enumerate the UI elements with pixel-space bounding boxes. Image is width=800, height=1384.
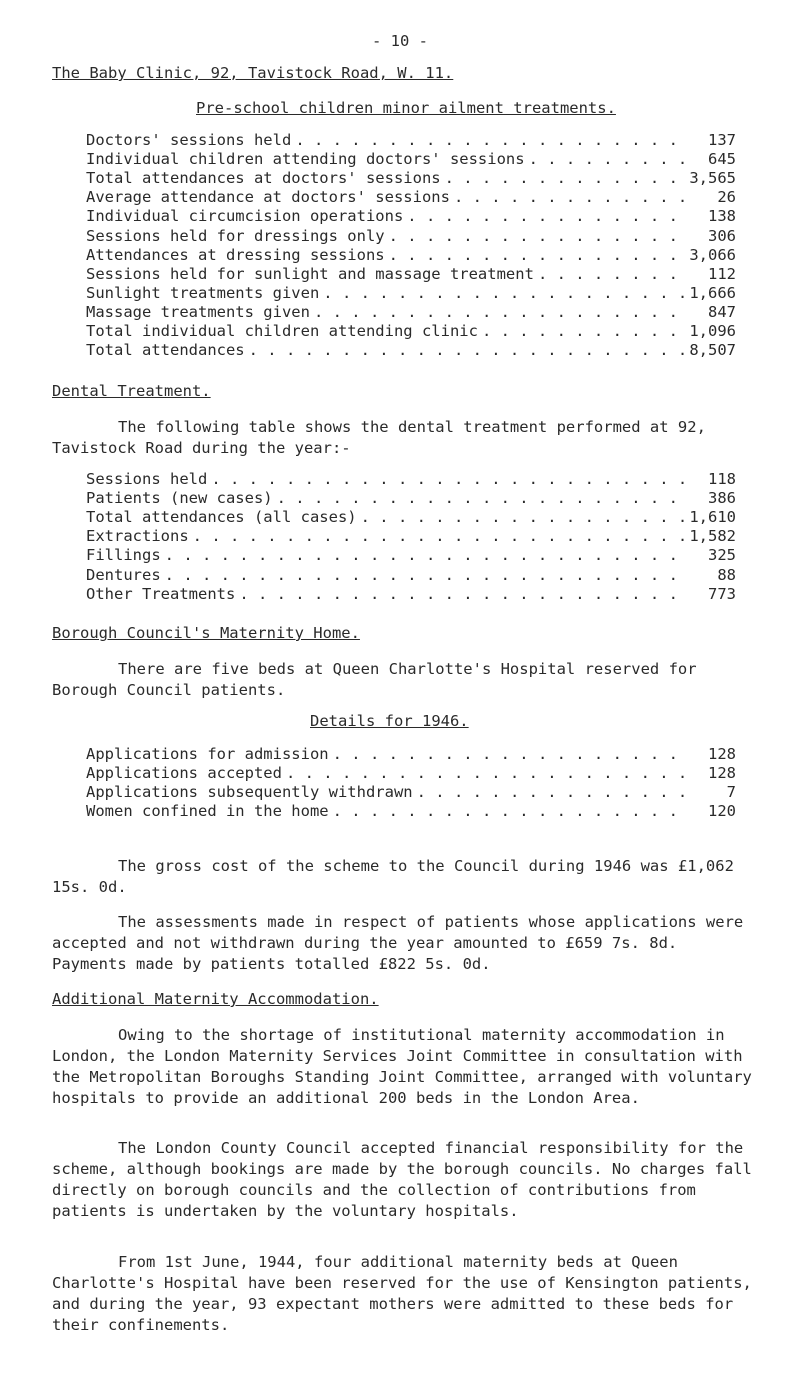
dental-intro: The following table shows the dental treatment performed at 92, Tavistock Road during the year:- bbox=[52, 418, 706, 457]
preschool-label: Individual circumcision operations bbox=[86, 207, 404, 226]
dental-row bbox=[86, 527, 736, 546]
dot-leader bbox=[482, 322, 684, 340]
dental-label: Total attendances (all cases) bbox=[86, 508, 357, 527]
preschool-row bbox=[86, 322, 736, 341]
dental-row bbox=[86, 470, 736, 489]
additional-paragraph-3: From 1st June, 1944, four additional maternity beds at Queen Charlotte's Hospital have been reserved for the use of Kensington patients, and during the year, 93 expectant mothers were admitted to these beds for their confinements. bbox=[52, 1253, 752, 1334]
dental-label: Sessions held bbox=[86, 470, 208, 488]
preschool-row bbox=[86, 303, 736, 322]
preschool-value: 112 bbox=[708, 264, 736, 283]
dental-value: 325 bbox=[708, 546, 736, 565]
preschool-value: 26 bbox=[717, 188, 736, 207]
dot-leader bbox=[407, 207, 684, 225]
dental-row bbox=[86, 566, 736, 585]
preschool-row bbox=[86, 284, 736, 303]
dot-leader bbox=[295, 131, 684, 149]
dental-value: 773 bbox=[708, 584, 736, 603]
dot-leader bbox=[193, 527, 684, 545]
page-number: - 10 - bbox=[372, 32, 428, 50]
maternity-home-intro: There are five beds at Queen Charlotte's Hospital reserved for Borough Council patients. bbox=[52, 660, 697, 699]
preschool-label: Sessions held for sunlight and massage treatment bbox=[86, 264, 534, 283]
maternity-details-value: 128 bbox=[708, 764, 736, 783]
dot-leader bbox=[314, 303, 684, 321]
preschool-row bbox=[86, 265, 736, 284]
preschool-row bbox=[86, 246, 736, 265]
maternity-details-label: Applications subsequently withdrawn bbox=[86, 783, 413, 802]
preschool-value: 138 bbox=[708, 207, 736, 226]
dot-leader bbox=[323, 284, 684, 302]
dot-leader bbox=[454, 188, 684, 206]
preschool-value: 1,666 bbox=[689, 283, 736, 302]
preschool-value: 8,507 bbox=[689, 341, 736, 360]
preschool-row bbox=[86, 169, 736, 188]
preschool-row bbox=[86, 131, 736, 150]
dot-leader bbox=[277, 489, 684, 507]
dental-row bbox=[86, 508, 736, 527]
additional-paragraph-2: The London County Council accepted financial responsibility for the scheme, although bookings are made by the borough councils. No charges fall directly on borough councils and the collection of contributions from patients is undertaken by the voluntary hospitals. bbox=[52, 1139, 752, 1220]
preschool-label: Sunlight treatments given bbox=[86, 283, 320, 302]
preschool-heading: Pre-school children minor ailment treatments. bbox=[196, 99, 616, 117]
preschool-label: Total individual children attending clinic bbox=[86, 322, 478, 340]
dot-leader bbox=[333, 745, 684, 763]
dental-value: 118 bbox=[708, 470, 736, 488]
dot-leader bbox=[165, 546, 684, 564]
dot-leader bbox=[249, 341, 684, 359]
preschool-value: 137 bbox=[708, 131, 736, 149]
maternity-details-row bbox=[86, 764, 736, 783]
dental-label: Fillings bbox=[86, 546, 161, 565]
maternity-details-value: 7 bbox=[726, 783, 736, 802]
preschool-label: Doctors' sessions held bbox=[86, 131, 292, 149]
dot-leader bbox=[417, 783, 684, 801]
maternity-details-label: Applications for admission bbox=[86, 745, 329, 763]
maternity-details-label: Women confined in the home bbox=[86, 802, 329, 821]
dot-leader bbox=[529, 150, 684, 168]
preschool-value: 1,096 bbox=[689, 322, 736, 340]
preschool-row bbox=[86, 227, 736, 246]
dental-row bbox=[86, 546, 736, 565]
dot-leader bbox=[286, 764, 684, 782]
preschool-label: Total attendances at doctors' sessions bbox=[86, 169, 441, 188]
maternity-details-value: 120 bbox=[708, 802, 736, 821]
maternity-details-label: Applications accepted bbox=[86, 764, 282, 783]
dental-value: 88 bbox=[717, 565, 736, 584]
dental-value: 1,610 bbox=[689, 508, 736, 527]
dental-label: Dentures bbox=[86, 565, 161, 584]
dot-leader bbox=[333, 802, 684, 820]
preschool-row bbox=[86, 207, 736, 226]
preschool-label: Sessions held for dressings only bbox=[86, 226, 385, 245]
dental-value: 1,582 bbox=[689, 527, 736, 546]
dot-leader bbox=[361, 508, 684, 526]
preschool-row bbox=[86, 150, 736, 169]
clinic-heading: The Baby Clinic, 92, Tavistock Road, W. 11. bbox=[52, 64, 454, 82]
details-heading: Details for 1946. bbox=[310, 712, 469, 730]
preschool-value: 847 bbox=[708, 302, 736, 321]
preschool-row bbox=[86, 341, 736, 360]
maternity-details-value: 128 bbox=[708, 745, 736, 763]
preschool-value: 3,565 bbox=[689, 169, 736, 188]
preschool-value: 306 bbox=[708, 226, 736, 245]
maternity-details-row bbox=[86, 745, 736, 764]
preschool-value: 3,066 bbox=[689, 245, 736, 264]
dental-heading: Dental Treatment. bbox=[52, 382, 211, 400]
dental-row bbox=[86, 489, 736, 508]
preschool-label: Total attendances bbox=[86, 341, 245, 360]
preschool-label: Average attendance at doctors' sessions bbox=[86, 188, 450, 207]
dental-value: 386 bbox=[708, 489, 736, 508]
dental-row bbox=[86, 585, 736, 604]
gross-cost-paragraph: The gross cost of the scheme to the Council during 1946 was £1,062 15s. 0d. bbox=[52, 857, 734, 896]
additional-accommodation-heading: Additional Maternity Accommodation. bbox=[52, 990, 379, 1008]
dot-leader bbox=[211, 470, 684, 488]
dot-leader bbox=[239, 585, 684, 603]
dot-leader bbox=[445, 169, 684, 187]
maternity-home-heading: Borough Council's Maternity Home. bbox=[52, 624, 360, 642]
dot-leader bbox=[538, 265, 684, 283]
dot-leader bbox=[389, 227, 684, 245]
dot-leader bbox=[165, 566, 684, 584]
additional-paragraph-1: Owing to the shortage of institutional maternity accommodation in London, the London Maternity Services Joint Committee in consultation with the Metropolitan Boroughs Standing Joint Committee, arranged with voluntary hospitals to provide an additional 200 beds in the London Area. bbox=[52, 1026, 752, 1107]
preschool-label: Massage treatments given bbox=[86, 302, 310, 321]
maternity-details-row bbox=[86, 783, 736, 802]
dental-label: Other Treatments bbox=[86, 584, 236, 603]
assessments-paragraph: The assessments made in respect of patients whose applications were accepted and not withdrawn during the year amounted to £659 7s. 8d. Payments made by patients totalled £822 5s. 0d. bbox=[52, 913, 744, 973]
preschool-label: Attendances at dressing sessions bbox=[86, 245, 385, 264]
preschool-value: 645 bbox=[708, 150, 736, 169]
dental-label: Patients (new cases) bbox=[86, 489, 273, 508]
preschool-label: Individual children attending doctors' sessions bbox=[86, 150, 525, 169]
maternity-details-row bbox=[86, 802, 736, 821]
dental-label: Extractions bbox=[86, 527, 189, 546]
dot-leader bbox=[389, 246, 684, 264]
preschool-row bbox=[86, 188, 736, 207]
